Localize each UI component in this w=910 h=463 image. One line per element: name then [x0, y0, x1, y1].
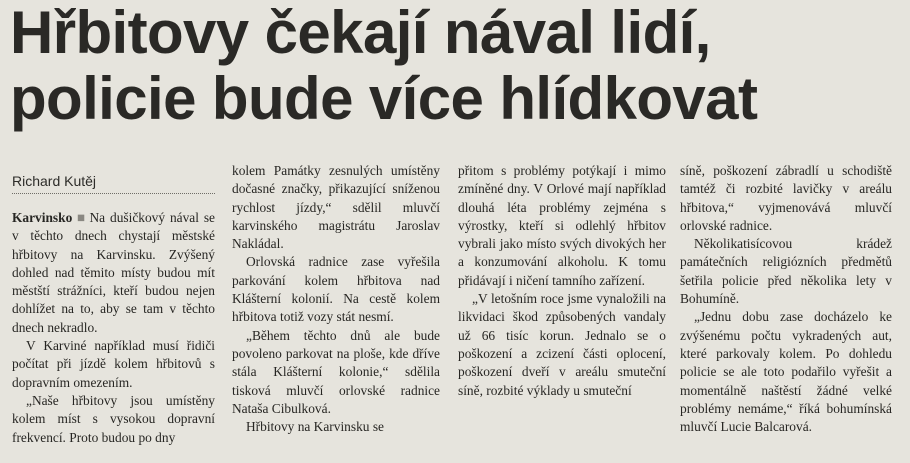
- paragraph: kolem Památky zesnulých umístěny dočasné značky, přikazující sníženou rychlost jízdy,“ sdělil mluvčí karvinského magistrátu Jaroslav Nakládal.: [232, 163, 440, 252]
- byline-divider: [12, 193, 215, 194]
- article-column-4: [680, 162, 892, 436]
- paragraph: Hřbitovy na Karvinsku se: [246, 419, 384, 435]
- paragraph: „Naše hřbitovy jsou umístěny kolem míst s vysokou dopravní frekvencí. Proto budou po dny: [12, 392, 215, 445]
- headline-line-2: policie bude více hlídkovat: [10, 65, 758, 132]
- paragraph: V Karviné například musí řidiči počítat při jízdě kolem hřbitovů s dopravním omezením.: [12, 338, 215, 390]
- paragraph: přitom s problémy potýkají i mimo zmíněné dny. V Orlové mají například dlouhá léta problémy zejména s výrostky, kteří si odlehlý hřbitov vybrali jako místo svých divokých her a konzumování alkoholu. K tomu přidávají i ničení tamního zařízení.: [458, 163, 666, 288]
- headline: [10, 0, 905, 132]
- paragraph: „Během těchto dnů ale bude povoleno parkovat na ploše, kde dříve stála Klášterní kolonie,“ sdělila tisková mluvčí orlovské radnice Nataša Cibulková.: [232, 327, 440, 416]
- byline: Richard Kutěj: [12, 173, 97, 189]
- paragraph: „V letošním roce jsme vynaložili na likvidaci škod způsobených vandaly už 66 tisíc korun. Jednalo se o poškození a zcizení části oplocení, poškození dveří v areálu smuteční síně, rozbité výklady u smuteční: [458, 291, 666, 398]
- article-column-1: [12, 209, 215, 447]
- paragraph-text: Na dušičkový nával se v těchto dnech chystají městské hřbitovy na Karvinsku. Zvýšený dohled nad těmito místy budou mít městští strážníci, kteří budou nejen dohlížet na to, aby se tam v těchto dnech nekradlo.: [12, 210, 215, 335]
- paragraph: Orlovská radnice zase vyřešila parkování kolem hřbitova nad Klášterní kolonií. Na cestě kolem hřbitova totiž vozy stát nesmí.: [232, 254, 440, 325]
- paragraph: Několikatisícovou krádež památečních religiózních předmětů šetřila policie před několika lety v Bohumíně.: [680, 236, 892, 307]
- dateline-separator: ■: [75, 210, 87, 225]
- article-column-3: [458, 162, 666, 400]
- paragraph: „Jednu dobu zase docházelo ke zvýšenému počtu vykradených aut, které parkovaly kolem. Po dohledu policie se ale toto podařilo vyřešit a momentálně naštěstí žádné velké problémy nemáme,“ říká bohumínská mluvčí Lucie Balcarová.: [680, 309, 892, 435]
- article-column-2: [232, 162, 440, 436]
- paragraph: síně, poškození zábradlí u schodiště tamtéž či rozbité lavičky v areálu hřbitova,“ vyjmenovává mluvčí orlovské radnice.: [680, 163, 892, 233]
- paragraph: [12, 209, 215, 337]
- dateline: Karvinsko: [12, 210, 73, 225]
- headline-line-1: Hřbitovy čekají nával lidí,: [10, 0, 711, 66]
